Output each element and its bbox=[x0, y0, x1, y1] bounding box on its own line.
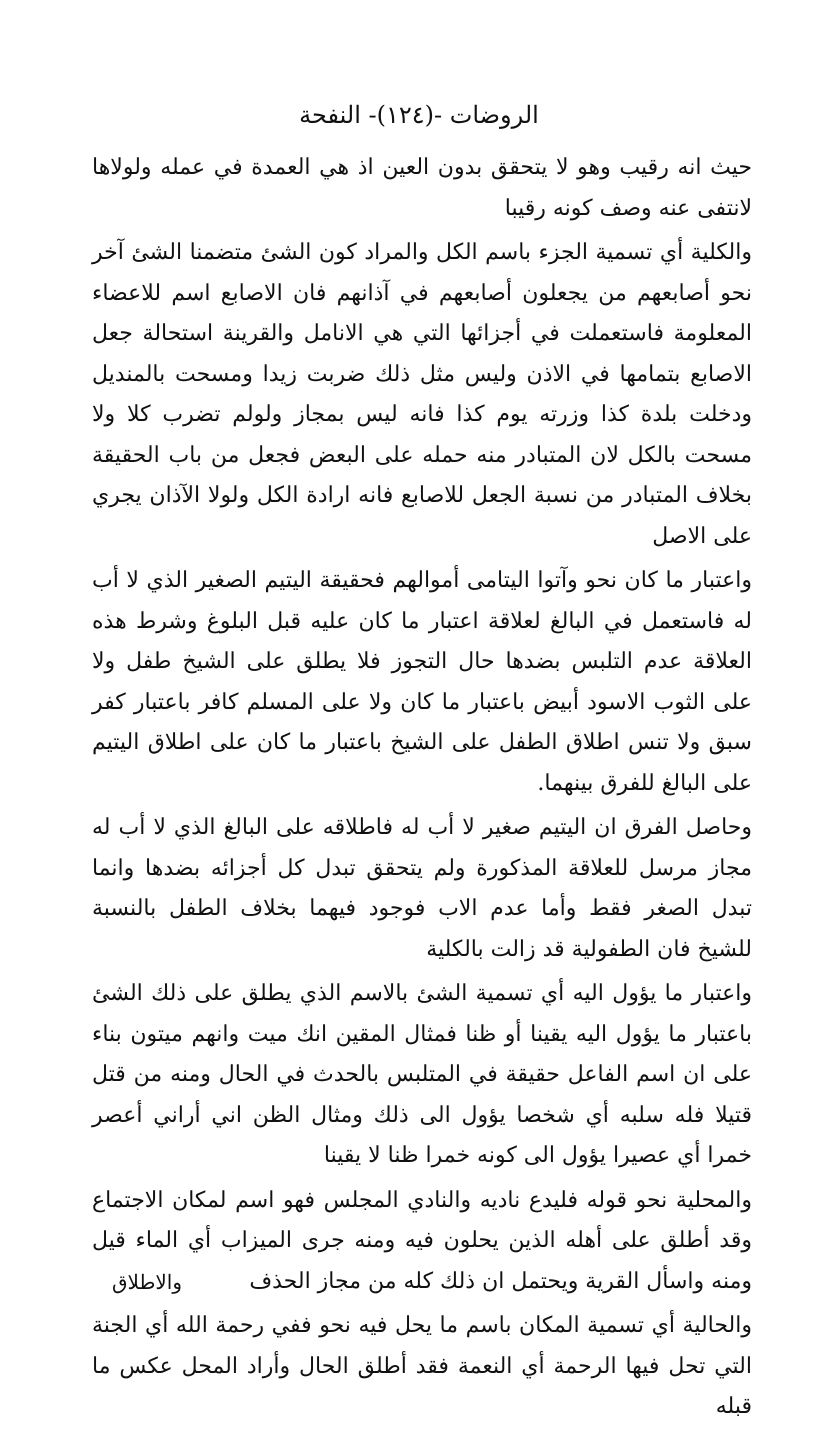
paragraph-6: والمحلية نحو قوله فليدع ناديه والنادي المجلس فهو اسم لمكان الاجتماع وقد أطلق على أهله الذين يحلون فيه ومنه جرى الميزاب أي الماء قيل ومنه واسأل القرية ويحتمل ان ذلك كله من مجاز الحذف bbox=[92, 1187, 752, 1294]
paragraph-2: والكلية أي تسمية الجزء باسم الكل والمراد كون الشئ متضمنا الشئ آخر نحو أصابعهم من يجعلون أصابعهم في آذانهم فان الاصابع اسم للاعضاء المعلومة فاستعملت في أجزائها التي هي الانامل والقرينة استحالة جعل الاصابع بتمامها في الاذن وليس مثل ذلك ضربت زيدا ومسحت بالمنديل ودخلت بلدة كذا وزرته يوم كذا فانه ليس بمجاز ولولم تضرب كلا ولا مسحت بالكل لان المتبادر منه حمله على البعض فجعل من باب الحقيقة بخلاف المتبادر من نسبة الجعل للاصابع فانه ارادة الكل ولولا الآذان يجري على الاصل bbox=[92, 240, 752, 549]
paragraph-3: واعتبار ما كان نحو وآتوا اليتامى أموالهم فحقيقة اليتيم الصغير الذي لا أب له فاستعمل في البالغ لعلاقة اعتبار ما كان عليه قبل البلوغ وشرط هذه العلاقة عدم التلبس بضدها حال التجوز فلا يطلق على الشيخ طفل ولا على الثوب الاسود أبيض باعتبار ما كان ولا على المسلم كافر باعتبار كفر سبق ولا تنس اطلاق الطفل على الشيخ باعتبار ما كان على اطلاق اليتيم على البالغ للفرق بينهما. bbox=[92, 568, 752, 796]
paragraph-4: وحاصل الفرق ان اليتيم صغير لا أب له فاطلاقه على البالغ الذي لا أب له مجاز مرسل للعلاقة المذكورة ولم يتحقق تبدل كل أجزائه بضدها وانما تبدل الصغر فقط وأما عدم الاب فوجود فيهما بخلاف الطفل بالنسبة للشيخ فان الطفولية قد زالت بالكلية bbox=[92, 815, 752, 962]
paragraph-5: واعتبار ما يؤول اليه أي تسمية الشئ بالاسم الذي يطلق على ذلك الشئ باعتبار ما يؤول اليه يقينا أو ظنا فمثال المقين انك ميت وانهم ميتون بناء على ان اسم الفاعل حقيقة في المتلبس بالحدث في الحال ومنه من قتل قتيلا فله سلبه أي شخصا يؤول الى ذلك ومثال الظن اني أراني أعصر خمرا أي عصيرا يؤول الى كونه خمرا ظنا لا يقينا bbox=[92, 981, 752, 1168]
catchword-footer bbox=[112, 1268, 182, 1296]
paragraph-1: حيث انه رقيب وهو لا يتحقق بدون العين اذ هي العمدة في عمله ولولاها لانتفى عنه وصف كونه رقيبا bbox=[92, 155, 752, 221]
page-body bbox=[92, 148, 752, 1432]
running-title: الروضات -(١٢٤)- النفحة bbox=[299, 101, 539, 129]
catchword: والاطلاق bbox=[112, 1270, 182, 1294]
paragraph-7: والحالية أي تسمية المكان باسم ما يحل فيه نحو ففي رحمة الله أي الجنة التي تحل فيها الرحمة أي النعمة فقد أطلق الحال وأراد المحل عكس ما قبله bbox=[92, 1313, 752, 1419]
running-header bbox=[0, 100, 838, 130]
